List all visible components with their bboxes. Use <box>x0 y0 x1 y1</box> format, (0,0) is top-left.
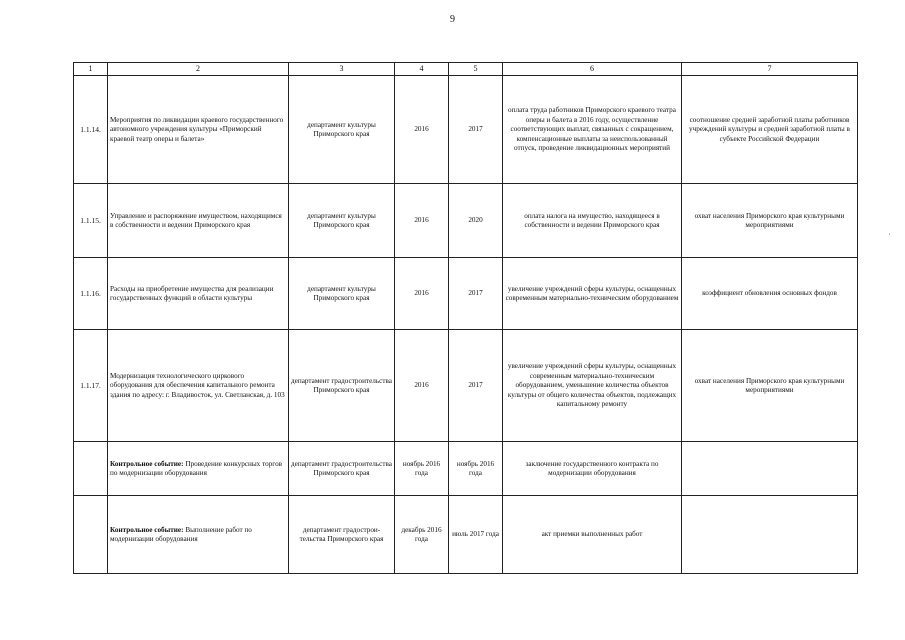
row-number: 1.1.16. <box>74 258 108 330</box>
executor-cell: департамент градострои-тельства Приморского края <box>289 496 395 574</box>
activity-cell <box>108 258 289 330</box>
table-row <box>74 442 858 496</box>
executor-cell: департамент культуры Приморского края <box>289 76 395 184</box>
activity-text: Проведение конкурсных торгов по модернизации оборудования <box>110 459 283 477</box>
column-header: 7 <box>682 63 858 76</box>
activity-cell <box>108 184 289 258</box>
result-cell: увеличение учреждений сферы культуры, оснащенных современным материально-техническим оборудованием, уменьшение количества объектов культуры от общего количества объектов, подлежащих капитальному ремонту <box>503 330 682 442</box>
end-date-cell: ноябрь 2016 года <box>449 442 503 496</box>
column-header: 2 <box>108 63 289 76</box>
table-row <box>74 330 858 442</box>
column-header: 6 <box>503 63 682 76</box>
column-header: 1 <box>74 63 108 76</box>
result-cell: заключение государственного контракта по модернизации оборудования <box>503 442 682 496</box>
executor-cell: департамент культуры Приморского края <box>289 184 395 258</box>
table-row <box>74 184 858 258</box>
indicator-cell: охват населения Приморского края культурными мероприятиями <box>682 184 858 258</box>
row-number <box>74 442 108 496</box>
column-header: 4 <box>395 63 449 76</box>
result-cell: увеличение учреждений сферы культуры, оснащенных современным материально-техническим оборудованием <box>503 258 682 330</box>
program-table <box>73 62 858 574</box>
row-number: 1.1.17. <box>74 330 108 442</box>
header-row <box>74 63 858 76</box>
row-number: 1.1.15. <box>74 184 108 258</box>
executor-cell: департамент градостроительства Приморского края <box>289 442 395 496</box>
executor-cell: департамент градостроительства Приморского края <box>289 330 395 442</box>
result-cell: акт приемки выполненных работ <box>503 496 682 574</box>
start-date-cell: 2016 <box>395 76 449 184</box>
activity-text: Мероприятия по ликвидации краевого государственного автономного учреждения культуры «Приморский краевой театр оперы и балета» <box>110 115 284 143</box>
start-date-cell: ноябрь 2016 года <box>395 442 449 496</box>
activity-text: Расходы на приобретение имущества для реализации государственных функций в области культуры <box>110 284 274 302</box>
row-number: 1.1.14. <box>74 76 108 184</box>
activity-cell <box>108 76 289 184</box>
indicator-cell <box>682 442 858 496</box>
end-date-cell: 2017 <box>449 76 503 184</box>
table-row <box>74 76 858 184</box>
activity-prefix: Контрольное событие: <box>110 459 184 468</box>
start-date-cell: 2016 <box>395 258 449 330</box>
indicator-cell: коэффициент обновления основных фондов <box>682 258 858 330</box>
column-header: 3 <box>289 63 395 76</box>
column-header: 5 <box>449 63 503 76</box>
scan-margin-mark: · <box>888 229 891 239</box>
start-date-cell: 2016 <box>395 330 449 442</box>
result-cell: оплата труда работников Приморского краевого театра оперы и балета в 2016 году, осуществление соответствующих выплат, связанных с сокращением, компенсационные выплаты за неиспользованный отпуск, проведение ликвидационных мероприятий <box>503 76 682 184</box>
start-date-cell: декабрь 2016 года <box>395 496 449 574</box>
end-date-cell: июль 2017 года <box>449 496 503 574</box>
end-date-cell: 2020 <box>449 184 503 258</box>
activity-prefix: Контрольное событие: <box>110 525 184 534</box>
activity-text: Управление и распоряжение имуществом, находящимся в собственности и ведении Приморского края <box>110 211 282 229</box>
indicator-cell <box>682 496 858 574</box>
table-row <box>74 258 858 330</box>
table-row <box>74 496 858 574</box>
activity-cell <box>108 496 289 574</box>
result-cell: оплата налога на имущество, находящееся в собственности и ведении Приморского края <box>503 184 682 258</box>
activity-text: Выполнение работ по модернизации оборудования <box>110 525 252 543</box>
activity-text: Модернизация технологического циркового оборудования для обеспечения капитального ремонта здания по адресу: г. Владивосток, ул. Светланская, д. 103 <box>110 371 285 399</box>
executor-cell: департамент культуры Приморского края <box>289 258 395 330</box>
row-number <box>74 496 108 574</box>
activity-cell <box>108 330 289 442</box>
end-date-cell: 2017 <box>449 258 503 330</box>
page-number: 9 <box>450 14 455 25</box>
start-date-cell: 2016 <box>395 184 449 258</box>
activity-cell <box>108 442 289 496</box>
indicator-cell: охват населения Приморского края культурными мероприятиями <box>682 330 858 442</box>
end-date-cell: 2017 <box>449 330 503 442</box>
indicator-cell: соотношение средней заработной платы работников учреждений культуры и средней заработной платы в субъекте Российской Федерации <box>682 76 858 184</box>
